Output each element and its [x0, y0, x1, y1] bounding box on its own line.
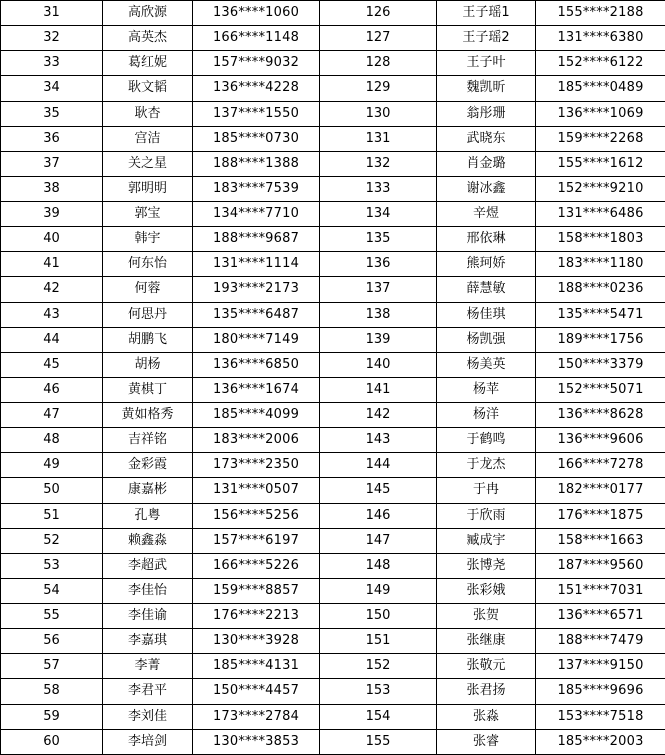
right-index-cell: 150 [320, 604, 437, 629]
right-phone-cell: 136****6571 [536, 604, 665, 629]
left-index-cell: 50 [1, 478, 103, 503]
table-row [1, 704, 665, 729]
left-phone-cell: 150****4457 [193, 679, 320, 704]
table-row [1, 101, 665, 126]
left-name-cell: 李佳谕 [103, 604, 193, 629]
right-index-cell: 145 [320, 478, 437, 503]
right-name-cell: 魏凯昕 [437, 76, 536, 101]
left-index-cell: 38 [1, 176, 103, 201]
right-phone-cell: 182****0177 [536, 478, 665, 503]
left-name-cell: 吉祥铭 [103, 428, 193, 453]
left-index-cell: 51 [1, 503, 103, 528]
left-name-cell: 何蓉 [103, 277, 193, 302]
table-row [1, 277, 665, 302]
right-name-cell: 王子瑶2 [437, 26, 536, 51]
table-row [1, 528, 665, 553]
right-name-cell: 邢依琳 [437, 227, 536, 252]
left-phone-cell: 130****3853 [193, 729, 320, 754]
right-index-cell: 134 [320, 202, 437, 227]
table-row [1, 679, 665, 704]
left-phone-cell: 173****2350 [193, 453, 320, 478]
table-row [1, 553, 665, 578]
left-index-cell: 58 [1, 679, 103, 704]
left-name-cell: 葛红妮 [103, 51, 193, 76]
table-row [1, 377, 665, 402]
left-phone-cell: 157****9032 [193, 51, 320, 76]
right-index-cell: 155 [320, 729, 437, 754]
left-index-cell: 40 [1, 227, 103, 252]
right-name-cell: 于龙杰 [437, 453, 536, 478]
left-name-cell: 郭宝 [103, 202, 193, 227]
table-row [1, 729, 665, 754]
right-phone-cell: 183****1180 [536, 252, 665, 277]
left-name-cell: 李培剑 [103, 729, 193, 754]
right-index-cell: 144 [320, 453, 437, 478]
right-phone-cell: 176****1875 [536, 503, 665, 528]
left-phone-cell: 130****3928 [193, 629, 320, 654]
table-row [1, 76, 665, 101]
left-name-cell: 李菁 [103, 654, 193, 679]
table-row [1, 202, 665, 227]
left-name-cell: 郭明明 [103, 176, 193, 201]
left-phone-cell: 173****2784 [193, 704, 320, 729]
left-phone-cell: 185****0730 [193, 126, 320, 151]
right-index-cell: 137 [320, 277, 437, 302]
table-row [1, 503, 665, 528]
left-index-cell: 33 [1, 51, 103, 76]
left-name-cell: 李佳怡 [103, 578, 193, 603]
left-index-cell: 32 [1, 26, 103, 51]
right-phone-cell: 166****7278 [536, 453, 665, 478]
left-name-cell: 高欣源 [103, 1, 193, 26]
left-name-cell: 金彩霞 [103, 453, 193, 478]
roster-table-body [1, 1, 665, 755]
left-index-cell: 37 [1, 151, 103, 176]
right-phone-cell: 131****6380 [536, 26, 665, 51]
table-row [1, 302, 665, 327]
right-index-cell: 151 [320, 629, 437, 654]
right-index-cell: 132 [320, 151, 437, 176]
left-phone-cell: 136****1674 [193, 377, 320, 402]
left-phone-cell: 176****2213 [193, 604, 320, 629]
right-name-cell: 于冉 [437, 478, 536, 503]
right-phone-cell: 152****5071 [536, 377, 665, 402]
right-name-cell: 张睿 [437, 729, 536, 754]
left-index-cell: 57 [1, 654, 103, 679]
right-phone-cell: 185****2003 [536, 729, 665, 754]
left-phone-cell: 185****4099 [193, 403, 320, 428]
left-phone-cell: 166****5226 [193, 553, 320, 578]
left-index-cell: 48 [1, 428, 103, 453]
right-name-cell: 于鹤鸣 [437, 428, 536, 453]
right-index-cell: 143 [320, 428, 437, 453]
left-index-cell: 55 [1, 604, 103, 629]
left-phone-cell: 135****6487 [193, 302, 320, 327]
table-row [1, 51, 665, 76]
table-row [1, 654, 665, 679]
right-index-cell: 135 [320, 227, 437, 252]
table-row [1, 126, 665, 151]
right-index-cell: 141 [320, 377, 437, 402]
table-row [1, 629, 665, 654]
right-name-cell: 张君扬 [437, 679, 536, 704]
right-phone-cell: 135****5471 [536, 302, 665, 327]
right-phone-cell: 151****7031 [536, 578, 665, 603]
right-index-cell: 127 [320, 26, 437, 51]
left-name-cell: 胡鹏飞 [103, 327, 193, 352]
table-row [1, 403, 665, 428]
left-name-cell: 赖鑫淼 [103, 528, 193, 553]
right-index-cell: 130 [320, 101, 437, 126]
table-row [1, 478, 665, 503]
right-index-cell: 126 [320, 1, 437, 26]
left-phone-cell: 183****7539 [193, 176, 320, 201]
left-name-cell: 李嘉琪 [103, 629, 193, 654]
right-phone-cell: 150****3379 [536, 352, 665, 377]
right-name-cell: 杨凯强 [437, 327, 536, 352]
right-name-cell: 杨洋 [437, 403, 536, 428]
right-index-cell: 129 [320, 76, 437, 101]
right-phone-cell: 153****7518 [536, 704, 665, 729]
right-phone-cell: 189****1756 [536, 327, 665, 352]
right-index-cell: 147 [320, 528, 437, 553]
right-index-cell: 152 [320, 654, 437, 679]
left-phone-cell: 180****7149 [193, 327, 320, 352]
right-index-cell: 136 [320, 252, 437, 277]
right-name-cell: 张彩娥 [437, 578, 536, 603]
left-name-cell: 胡杨 [103, 352, 193, 377]
left-index-cell: 53 [1, 553, 103, 578]
table-row [1, 227, 665, 252]
left-phone-cell: 183****2006 [193, 428, 320, 453]
left-index-cell: 60 [1, 729, 103, 754]
right-phone-cell: 136****8628 [536, 403, 665, 428]
right-name-cell: 谢冰鑫 [437, 176, 536, 201]
right-phone-cell: 188****0236 [536, 277, 665, 302]
left-name-cell: 耿杏 [103, 101, 193, 126]
left-index-cell: 54 [1, 578, 103, 603]
left-name-cell: 康嘉彬 [103, 478, 193, 503]
left-name-cell: 宫洁 [103, 126, 193, 151]
left-index-cell: 34 [1, 76, 103, 101]
table-row [1, 1, 665, 26]
table-row [1, 578, 665, 603]
left-name-cell: 韩宇 [103, 227, 193, 252]
right-index-cell: 128 [320, 51, 437, 76]
left-phone-cell: 159****8857 [193, 578, 320, 603]
left-phone-cell: 188****9687 [193, 227, 320, 252]
table-row [1, 428, 665, 453]
right-name-cell: 杨美英 [437, 352, 536, 377]
left-name-cell: 高英杰 [103, 26, 193, 51]
left-phone-cell: 136****6850 [193, 352, 320, 377]
left-index-cell: 45 [1, 352, 103, 377]
right-name-cell: 张继康 [437, 629, 536, 654]
right-name-cell: 张敬元 [437, 654, 536, 679]
right-phone-cell: 158****1803 [536, 227, 665, 252]
right-index-cell: 153 [320, 679, 437, 704]
right-phone-cell: 137****9150 [536, 654, 665, 679]
left-index-cell: 44 [1, 327, 103, 352]
left-phone-cell: 156****5256 [193, 503, 320, 528]
table-row [1, 352, 665, 377]
left-phone-cell: 188****1388 [193, 151, 320, 176]
right-phone-cell: 188****7479 [536, 629, 665, 654]
table-row [1, 327, 665, 352]
left-name-cell: 李刘佳 [103, 704, 193, 729]
right-name-cell: 张淼 [437, 704, 536, 729]
right-name-cell: 王子瑶1 [437, 1, 536, 26]
right-name-cell: 王子叶 [437, 51, 536, 76]
left-phone-cell: 157****6197 [193, 528, 320, 553]
left-index-cell: 46 [1, 377, 103, 402]
right-phone-cell: 131****6486 [536, 202, 665, 227]
right-name-cell: 张博尧 [437, 553, 536, 578]
table-row [1, 604, 665, 629]
left-phone-cell: 131****0507 [193, 478, 320, 503]
left-phone-cell: 166****1148 [193, 26, 320, 51]
left-phone-cell: 137****1550 [193, 101, 320, 126]
left-name-cell: 何东怡 [103, 252, 193, 277]
right-name-cell: 于欣雨 [437, 503, 536, 528]
right-index-cell: 146 [320, 503, 437, 528]
table-row [1, 453, 665, 478]
right-phone-cell: 136****9606 [536, 428, 665, 453]
right-index-cell: 133 [320, 176, 437, 201]
right-phone-cell: 155****1612 [536, 151, 665, 176]
left-name-cell: 李君平 [103, 679, 193, 704]
left-index-cell: 36 [1, 126, 103, 151]
right-index-cell: 140 [320, 352, 437, 377]
right-index-cell: 148 [320, 553, 437, 578]
left-phone-cell: 136****1060 [193, 1, 320, 26]
right-name-cell: 杨苹 [437, 377, 536, 402]
left-name-cell: 耿文韬 [103, 76, 193, 101]
table-row [1, 26, 665, 51]
left-index-cell: 56 [1, 629, 103, 654]
table-row [1, 151, 665, 176]
left-index-cell: 59 [1, 704, 103, 729]
left-name-cell: 李超武 [103, 553, 193, 578]
left-phone-cell: 193****2173 [193, 277, 320, 302]
right-index-cell: 154 [320, 704, 437, 729]
right-name-cell: 杨佳琪 [437, 302, 536, 327]
left-index-cell: 31 [1, 1, 103, 26]
right-phone-cell: 159****2268 [536, 126, 665, 151]
right-phone-cell: 185****0489 [536, 76, 665, 101]
right-phone-cell: 152****9210 [536, 176, 665, 201]
left-index-cell: 42 [1, 277, 103, 302]
left-phone-cell: 131****1114 [193, 252, 320, 277]
table-row [1, 176, 665, 201]
right-index-cell: 131 [320, 126, 437, 151]
right-name-cell: 翁彤珊 [437, 101, 536, 126]
left-index-cell: 35 [1, 101, 103, 126]
left-name-cell: 黄如格秀 [103, 403, 193, 428]
right-phone-cell: 185****9696 [536, 679, 665, 704]
table-row [1, 252, 665, 277]
right-name-cell: 武晓东 [437, 126, 536, 151]
left-index-cell: 49 [1, 453, 103, 478]
right-index-cell: 149 [320, 578, 437, 603]
right-phone-cell: 155****2188 [536, 1, 665, 26]
left-name-cell: 孔粤 [103, 503, 193, 528]
right-index-cell: 138 [320, 302, 437, 327]
left-index-cell: 52 [1, 528, 103, 553]
right-name-cell: 肖金璐 [437, 151, 536, 176]
left-index-cell: 43 [1, 302, 103, 327]
left-phone-cell: 136****4228 [193, 76, 320, 101]
right-name-cell: 张贺 [437, 604, 536, 629]
right-index-cell: 142 [320, 403, 437, 428]
left-name-cell: 关之星 [103, 151, 193, 176]
right-name-cell: 熊珂娇 [437, 252, 536, 277]
right-phone-cell: 152****6122 [536, 51, 665, 76]
right-name-cell: 薛慧敏 [437, 277, 536, 302]
left-name-cell: 何思丹 [103, 302, 193, 327]
left-name-cell: 黄棋丁 [103, 377, 193, 402]
left-phone-cell: 185****4131 [193, 654, 320, 679]
left-index-cell: 39 [1, 202, 103, 227]
right-phone-cell: 187****9560 [536, 553, 665, 578]
right-name-cell: 臧成宇 [437, 528, 536, 553]
right-index-cell: 139 [320, 327, 437, 352]
right-phone-cell: 136****1069 [536, 101, 665, 126]
left-phone-cell: 134****7710 [193, 202, 320, 227]
left-index-cell: 47 [1, 403, 103, 428]
left-index-cell: 41 [1, 252, 103, 277]
right-phone-cell: 158****1663 [536, 528, 665, 553]
right-name-cell: 辛煜 [437, 202, 536, 227]
